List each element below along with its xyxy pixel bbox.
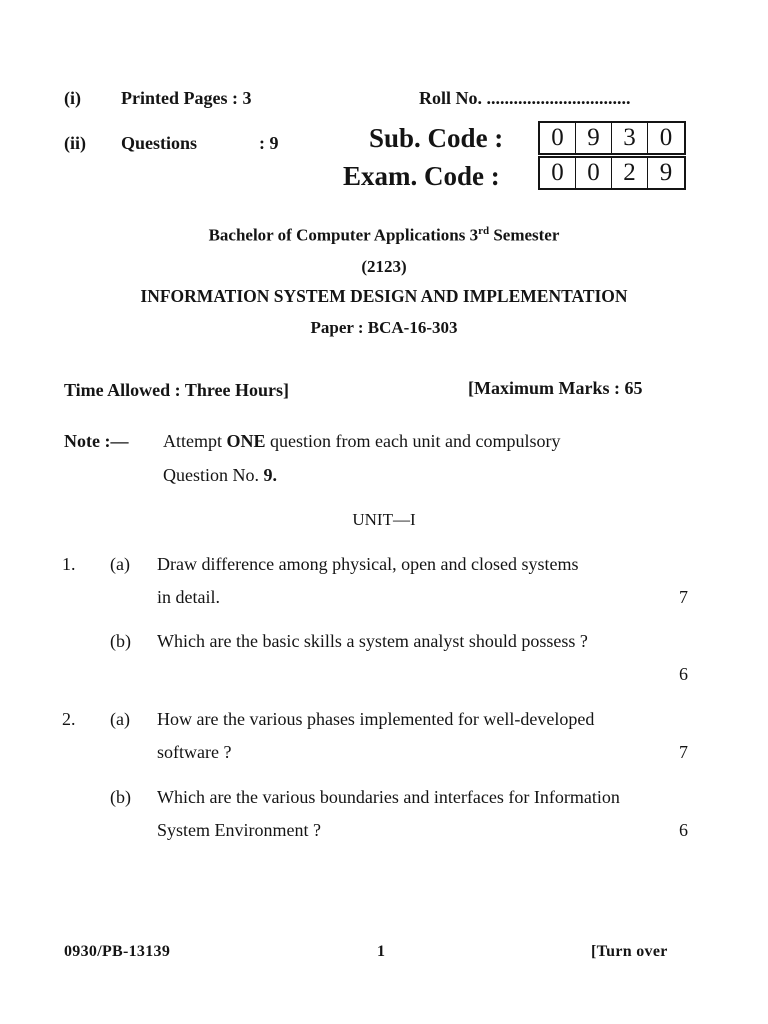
- sub-code-digit: 3: [612, 123, 648, 153]
- exam-code-label: Exam. Code :: [343, 161, 500, 191]
- subject-title: INFORMATION SYSTEM DESIGN AND IMPLEMENTATION: [140, 286, 628, 306]
- roll-number-field: Roll No. ................................: [419, 88, 631, 108]
- question-number: 1.: [62, 554, 76, 574]
- sub-code-digit: 9: [576, 123, 612, 153]
- exam-code-digit: 0: [540, 158, 576, 188]
- question-text: software ?: [157, 742, 232, 762]
- exam-code-digit: 9: [659, 159, 673, 186]
- note-label: Note :—: [64, 431, 129, 451]
- exam-code-boxes: [538, 156, 686, 190]
- question-part-label: (b): [110, 631, 131, 651]
- question-text: How are the various phases implemented for well-developed: [157, 709, 595, 729]
- paper-number: (2123): [361, 257, 407, 276]
- unit-heading: UNIT—I: [352, 510, 416, 529]
- question-marks: 6: [679, 664, 688, 684]
- sub-code-boxes: [538, 121, 686, 155]
- question-part-label: (a): [110, 554, 130, 574]
- question-text: in detail.: [157, 587, 220, 607]
- question-marks: 7: [679, 587, 688, 607]
- time-allowed: Time Allowed : Three Hours]: [64, 380, 289, 400]
- sub-code-digit: 0: [540, 123, 576, 153]
- question-text: Which are the basic skills a system analyst should possess ?: [157, 631, 588, 651]
- questions-count-value: : 9: [259, 133, 279, 153]
- questions-count-number: (ii): [64, 133, 86, 153]
- exam-code-digit: 2: [612, 158, 648, 188]
- sub-code-label: Sub. Code :: [369, 123, 504, 153]
- question-marks: 7: [679, 742, 688, 762]
- question-text: System Environment ?: [157, 820, 321, 840]
- question-text: Which are the various boundaries and interfaces for Information: [157, 787, 620, 807]
- page-number: 1: [377, 943, 386, 960]
- paper-reference: 0930/PB-13139: [64, 943, 171, 960]
- question-number: 2.: [62, 709, 76, 729]
- questions-count-label: Questions: [121, 133, 198, 153]
- question-part-label: (b): [110, 787, 131, 807]
- question-part-label: (a): [110, 709, 130, 729]
- sub-code-digit: 0: [659, 124, 673, 151]
- turn-over-label: [Turn over: [591, 943, 668, 960]
- printed-pages-label: Printed Pages : 3: [121, 88, 252, 108]
- paper-code: Paper : BCA-16-303: [310, 318, 458, 337]
- note-line-1: Attempt ONE question from each unit and compulsory: [163, 431, 561, 451]
- exam-code-digit: 0: [576, 158, 612, 188]
- question-text: Draw difference among physical, open and closed systems: [157, 554, 579, 574]
- maximum-marks: [Maximum Marks : 65: [468, 378, 643, 398]
- question-marks: 6: [679, 820, 688, 840]
- printed-pages-number: (i): [64, 88, 81, 108]
- program-title: Bachelor of Computer Applications 3rd Semester: [208, 225, 560, 245]
- note-line-2: Question No. 9.: [163, 465, 277, 485]
